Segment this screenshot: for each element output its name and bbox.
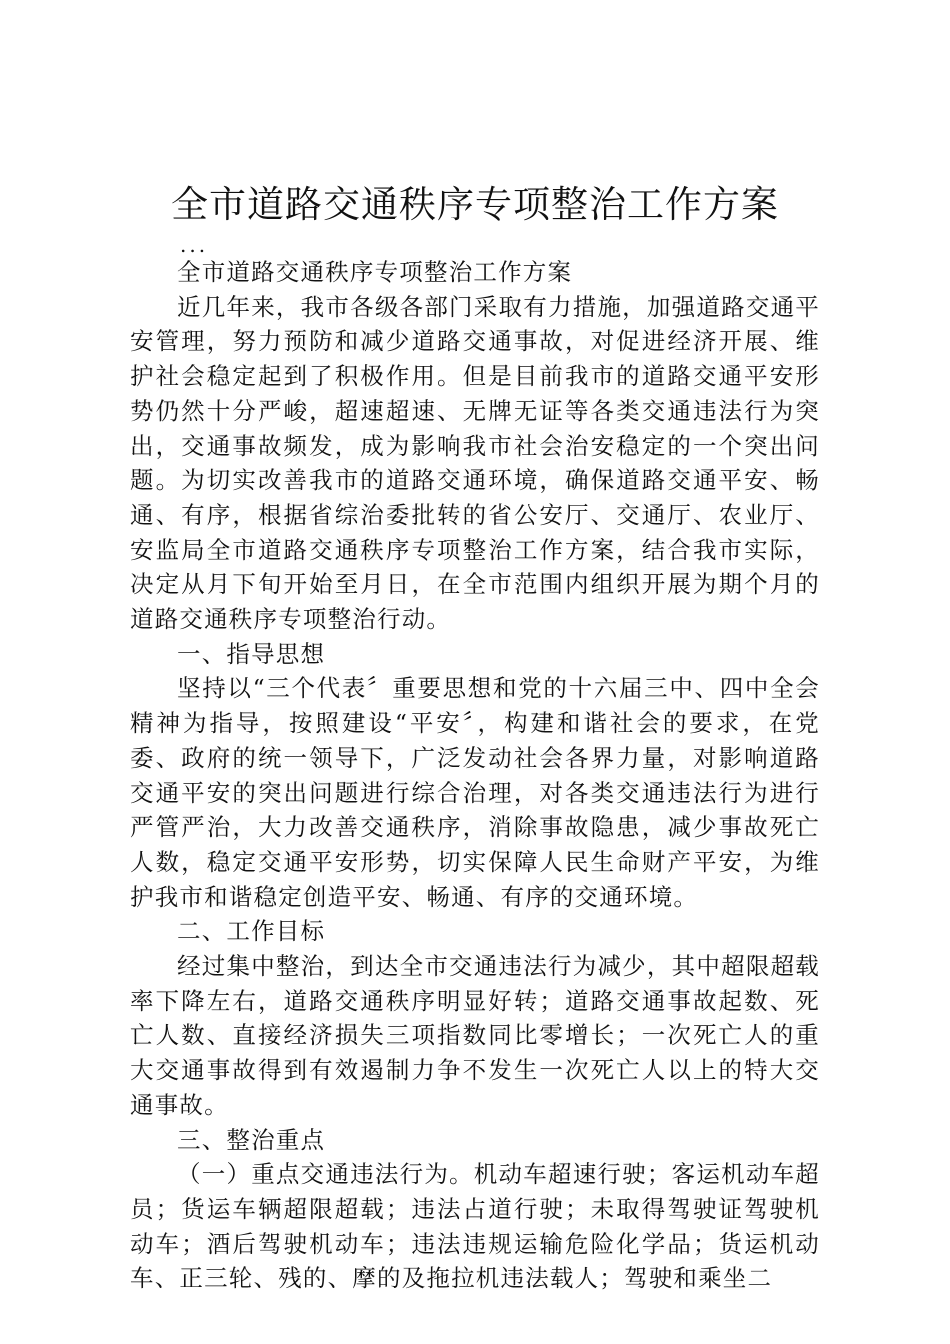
paragraph-subtitle: 全市道路交通秩序专项整治工作方案: [177, 258, 573, 286]
document-body: [130, 255, 820, 1296]
paragraph-key-violations: （一）重点交通违法行为。机动车超速行驶；客运机动车超员；货运车辆超限超载；违法占道行驶；未取得驾驶证驾驶机动车；酒后驾驶机动车；违法违规运输危险化学品；货运机动车、正三轮、残的、摩的及拖拉机违法载人；驾驶和乘坐二: [130, 1160, 820, 1293]
heading-key-points: 三、整治重点: [177, 1125, 326, 1154]
heading-guiding-ideology: 一、指导思想: [177, 639, 326, 668]
document-title: 全市道路交通秩序专项整治工作方案: [171, 183, 779, 226]
heading-work-goals: 二、工作目标: [177, 917, 326, 946]
paragraph-intro: 近几年来，我市各级各部门采取有力措施，加强道路交通平安管理，努力预防和减少道路交通事故，对促进经济开展、维护社会稳定起到了积极作用。但是目前我市的道路交通平安形势仍然十分严峻，超速超速、无牌无证等各类交通违法行为突出，交通事故频发，成为影响我市社会治安稳定的一个突出问题。为切实改善我市的道路交通环境，确保道路交通平安、畅通、有序，根据省综治委批转的省公安厅、交通厅、农业厅、安监局全市道路交通秩序专项整治工作方案，结合我市实际，决定从月下旬开始至月日，在全市范围内组织开展为期个月的道路交通秩序专项整治行动。: [130, 292, 820, 634]
ellipsis-marker: ...: [180, 233, 209, 257]
paragraph-work-goals: 经过集中整治，到达全市交通违法行为减少，其中超限超载率下降左右，道路交通秩序明显好转；道路交通事故起数、死亡人数、直接经济损失三项指数同比零增长；一次死亡人的重大交通事故得到有效遏制力争不发生一次死亡人以上的特大交通事故。: [130, 952, 820, 1119]
paragraph-guiding-ideology: 坚持以“三个代表〞重要思想和党的十六届三中、四中全会精神为指导，按照建设“平安〞，构建和谐社会的要求，在党委、政府的统一领导下，广泛发动社会各界力量，对影响道路交通平安的突出问题进行综合治理，对各类交通违法行为进行严管严治，大力改善交通秩序，消除事故隐患，减少事故死亡人数，稳定交通平安形势，切实保障人民生命财产平安，为维护我市和谐稳定创造平安、畅通、有序的交通环境。: [130, 674, 820, 911]
